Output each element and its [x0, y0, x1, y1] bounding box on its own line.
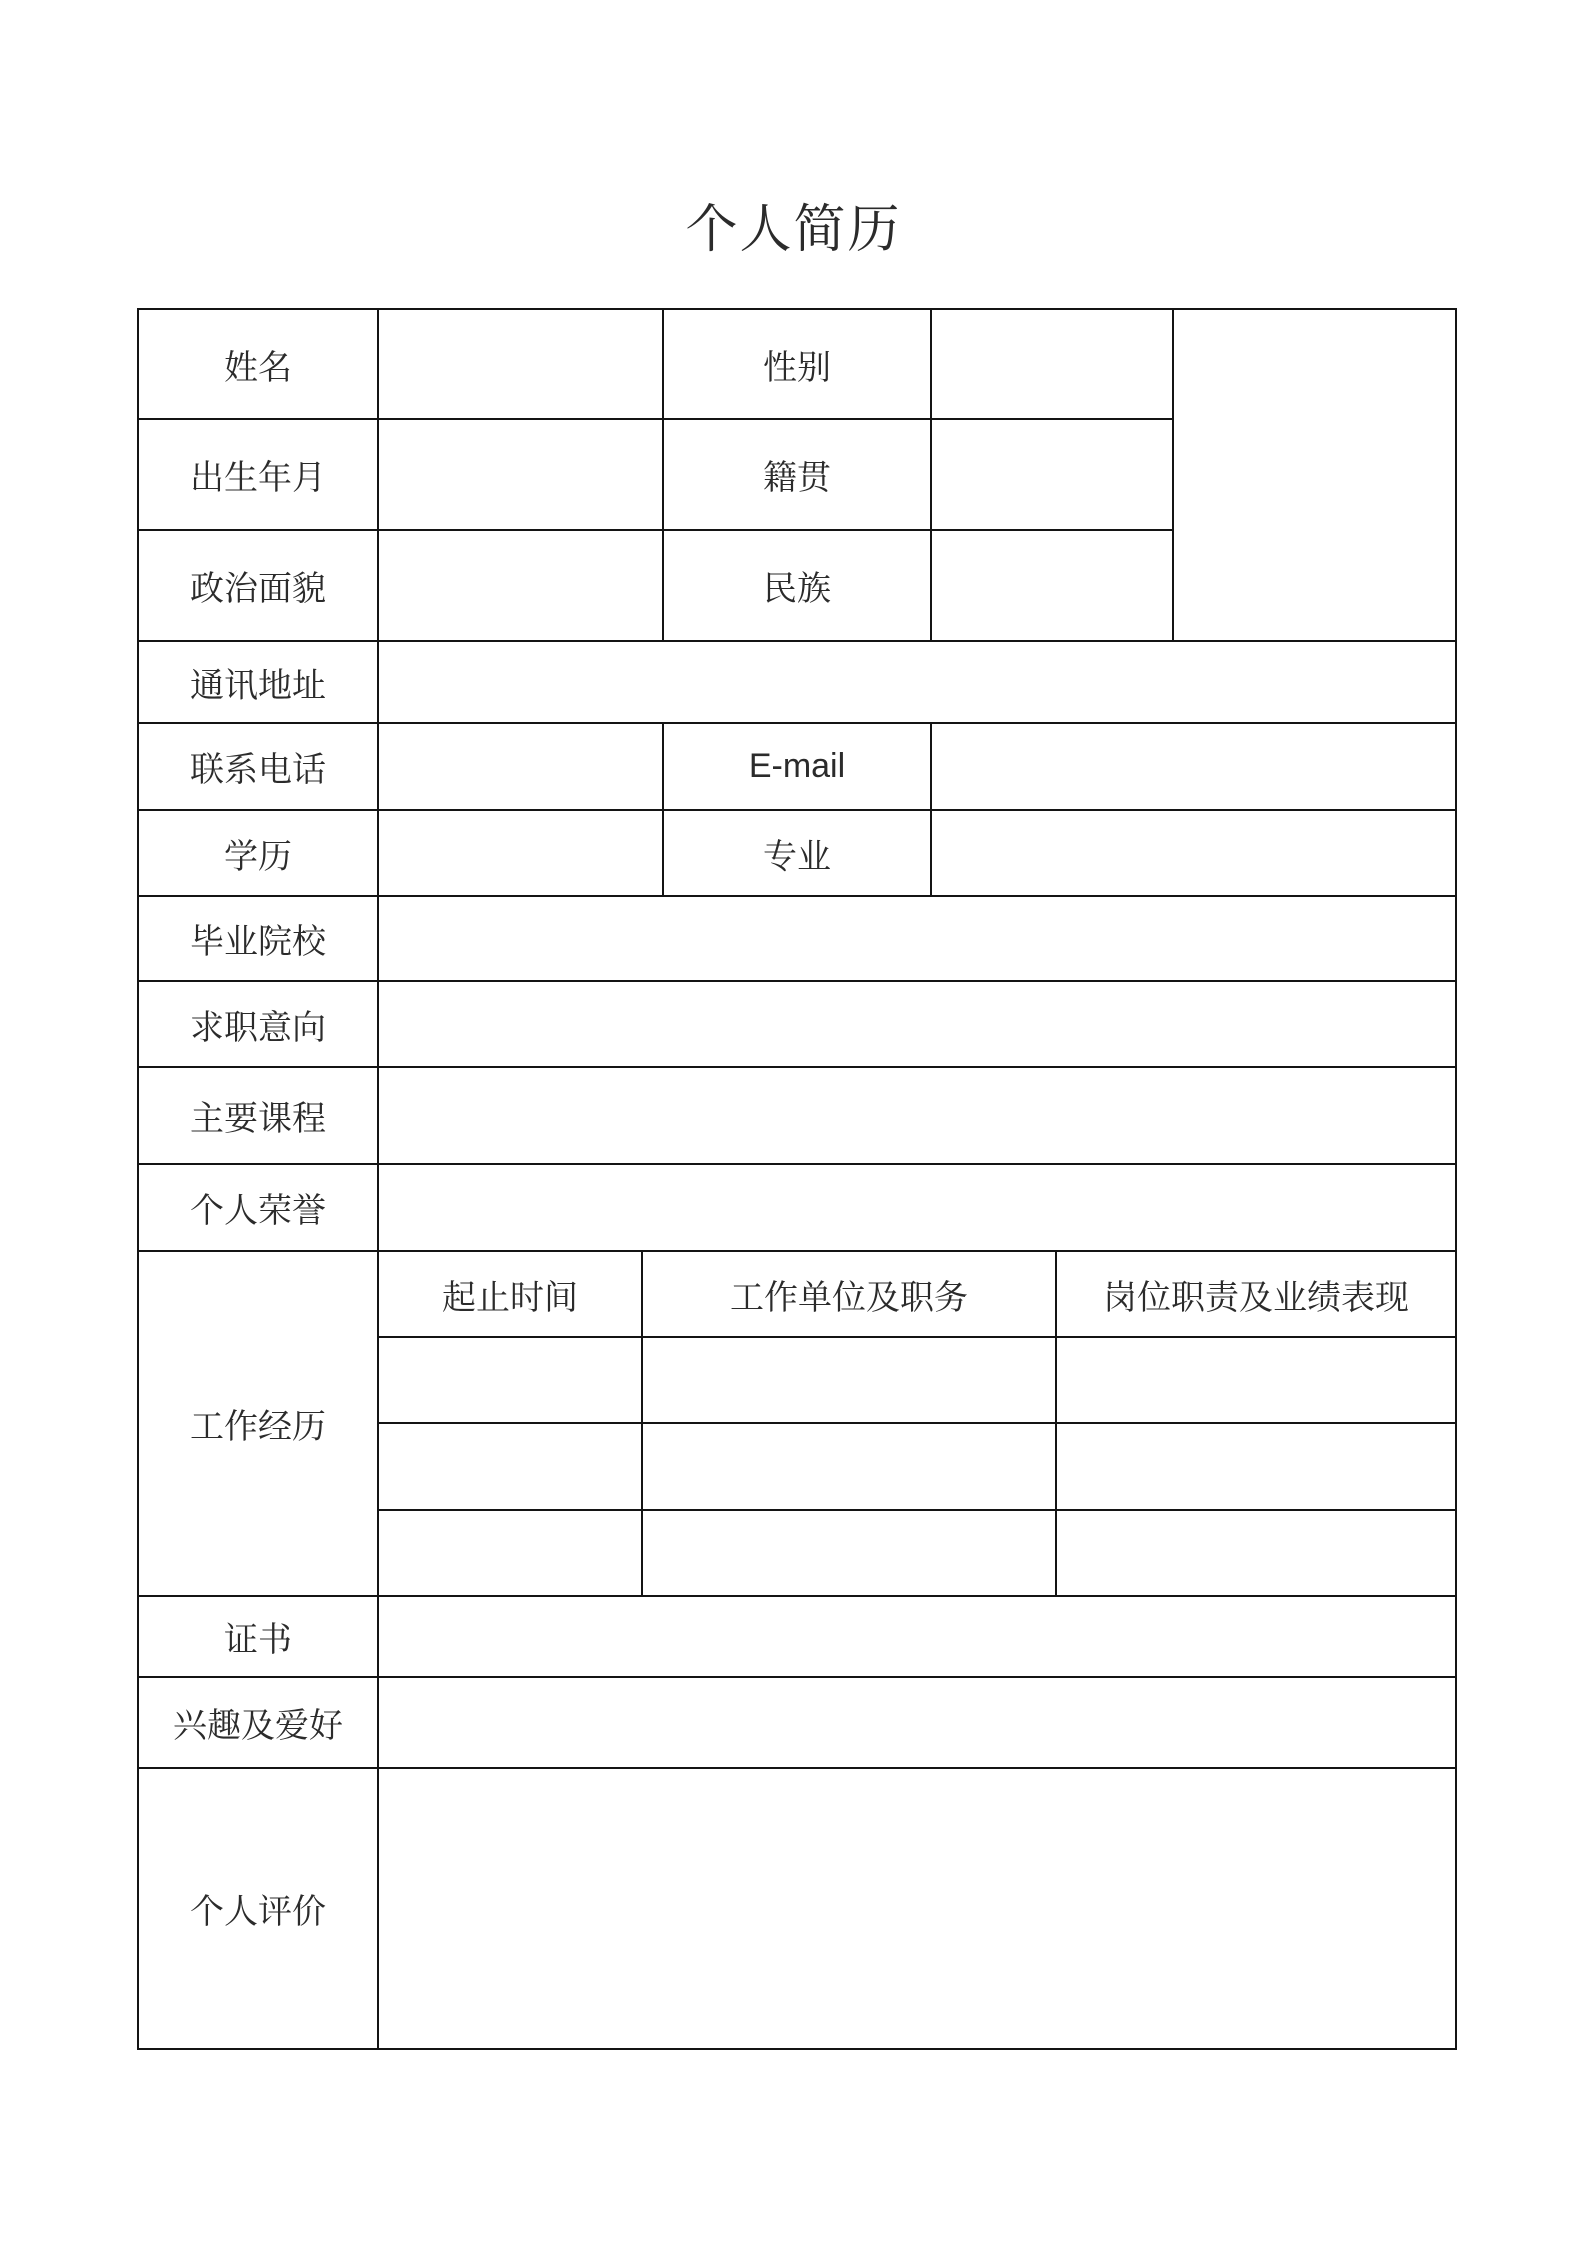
main-courses-label: 主要课程 — [138, 1067, 378, 1164]
work-duties-cell[interactable] — [1056, 1337, 1456, 1423]
work-experience-label: 工作经历 — [138, 1251, 378, 1596]
native-place-label: 籍贯 — [663, 419, 931, 530]
work-col-duties-header: 岗位职责及业绩表现 — [1056, 1251, 1456, 1337]
gender-field[interactable] — [931, 309, 1173, 419]
self-evaluation-field[interactable] — [378, 1768, 1456, 2049]
certificates-label: 证书 — [138, 1596, 378, 1677]
work-employer-cell[interactable] — [642, 1510, 1056, 1596]
honors-label: 个人荣誉 — [138, 1164, 378, 1251]
work-duties-cell[interactable] — [1056, 1510, 1456, 1596]
work-employer-cell[interactable] — [642, 1337, 1056, 1423]
main-courses-field[interactable] — [378, 1067, 1456, 1164]
job-intention-label: 求职意向 — [138, 981, 378, 1067]
extra-section — [137, 1595, 1457, 2050]
work-col-employer-header: 工作单位及职务 — [642, 1251, 1056, 1337]
name-label: 姓名 — [138, 309, 378, 419]
work-col-time-header: 起止时间 — [378, 1251, 642, 1337]
page-title: 个人简历 — [685, 201, 902, 259]
phone-field[interactable] — [378, 723, 663, 810]
job-intention-field[interactable] — [378, 981, 1456, 1067]
resume-form-table — [137, 308, 1455, 2050]
work-duties-cell[interactable] — [1056, 1423, 1456, 1510]
name-field[interactable] — [378, 309, 663, 419]
school-field[interactable] — [378, 896, 1456, 981]
honors-field[interactable] — [378, 1164, 1456, 1251]
email-field[interactable] — [931, 723, 1456, 810]
degree-field[interactable] — [378, 810, 663, 896]
certificates-field[interactable] — [378, 1596, 1456, 1677]
gender-label: 性别 — [663, 309, 931, 419]
major-field[interactable] — [931, 810, 1456, 896]
hobbies-label: 兴趣及爱好 — [138, 1677, 378, 1768]
native-place-field[interactable] — [931, 419, 1173, 530]
political-status-label: 政治面貌 — [138, 530, 378, 641]
major-label: 专业 — [663, 810, 931, 896]
work-employer-cell[interactable] — [642, 1423, 1056, 1510]
address-label: 通讯地址 — [138, 641, 378, 723]
political-status-field[interactable] — [378, 530, 663, 641]
work-time-cell[interactable] — [378, 1423, 642, 1510]
degree-label: 学历 — [138, 810, 378, 896]
work-time-cell[interactable] — [378, 1510, 642, 1596]
phone-label: 联系电话 — [138, 723, 378, 810]
address-field[interactable] — [378, 641, 1456, 723]
basic-info-section — [137, 308, 1457, 1252]
school-label: 毕业院校 — [138, 896, 378, 981]
ethnicity-label: 民族 — [663, 530, 931, 641]
photo-cell[interactable] — [1173, 309, 1456, 641]
self-evaluation-label: 个人评价 — [138, 1768, 378, 2049]
birth-field[interactable] — [378, 419, 663, 530]
work-time-cell[interactable] — [378, 1337, 642, 1423]
work-experience-section — [137, 1250, 1457, 1597]
hobbies-field[interactable] — [378, 1677, 1456, 1768]
ethnicity-field[interactable] — [931, 530, 1173, 641]
email-label: E-mail — [663, 723, 931, 810]
birth-label: 出生年月 — [138, 419, 378, 530]
